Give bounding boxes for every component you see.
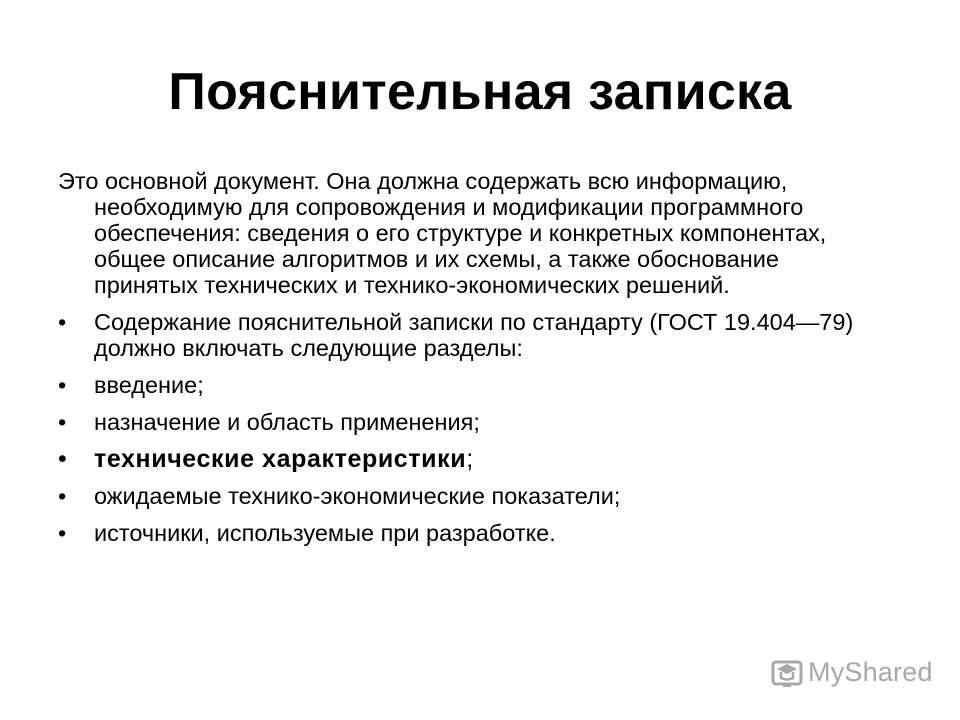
list-item-text-bold: технические характеристики	[94, 445, 467, 473]
slide-body	[58, 168, 888, 557]
list-item	[58, 372, 888, 398]
watermark-text: MyShared	[808, 656, 933, 687]
intro-paragraph: Это основной документ. Она должна содержать всю информацию, необходимую для сопровождения и модификации программного обеспечения: сведения о его структуре и конкретных компонентах, общее описание алгоритмов и их схемы, а также обоснование принятых технических и технико-экономических решений.	[58, 168, 827, 298]
bullet-dot: •	[58, 372, 67, 398]
list-item-text: Содержание пояснительной записки по стандарту (ГОСТ 19.404—79) должно включать следующие разделы:	[94, 309, 854, 361]
bullet-dot: •	[58, 309, 67, 335]
list-item-text: ожидаемые технико-экономические показатели;	[94, 483, 621, 509]
list-item-suffix: ;	[466, 445, 474, 473]
list-item	[58, 520, 888, 546]
watermark	[770, 652, 933, 692]
slide-title: Пояснительная записка	[168, 63, 792, 121]
list-item-text: источники, используемые при разработке.	[94, 520, 556, 546]
list-item-text: введение;	[94, 372, 204, 398]
bullet-dot: •	[58, 520, 67, 546]
list-item	[58, 309, 888, 361]
bullet-dot: •	[58, 445, 67, 473]
list-item-text: назначение и область применения;	[94, 409, 480, 435]
list-item	[58, 446, 888, 472]
mortarboard-icon	[770, 655, 804, 689]
list-item	[58, 409, 888, 435]
bullet-dot: •	[58, 409, 67, 435]
list-item	[58, 483, 888, 509]
bullet-dot: •	[58, 483, 67, 509]
bullet-list	[58, 309, 888, 546]
